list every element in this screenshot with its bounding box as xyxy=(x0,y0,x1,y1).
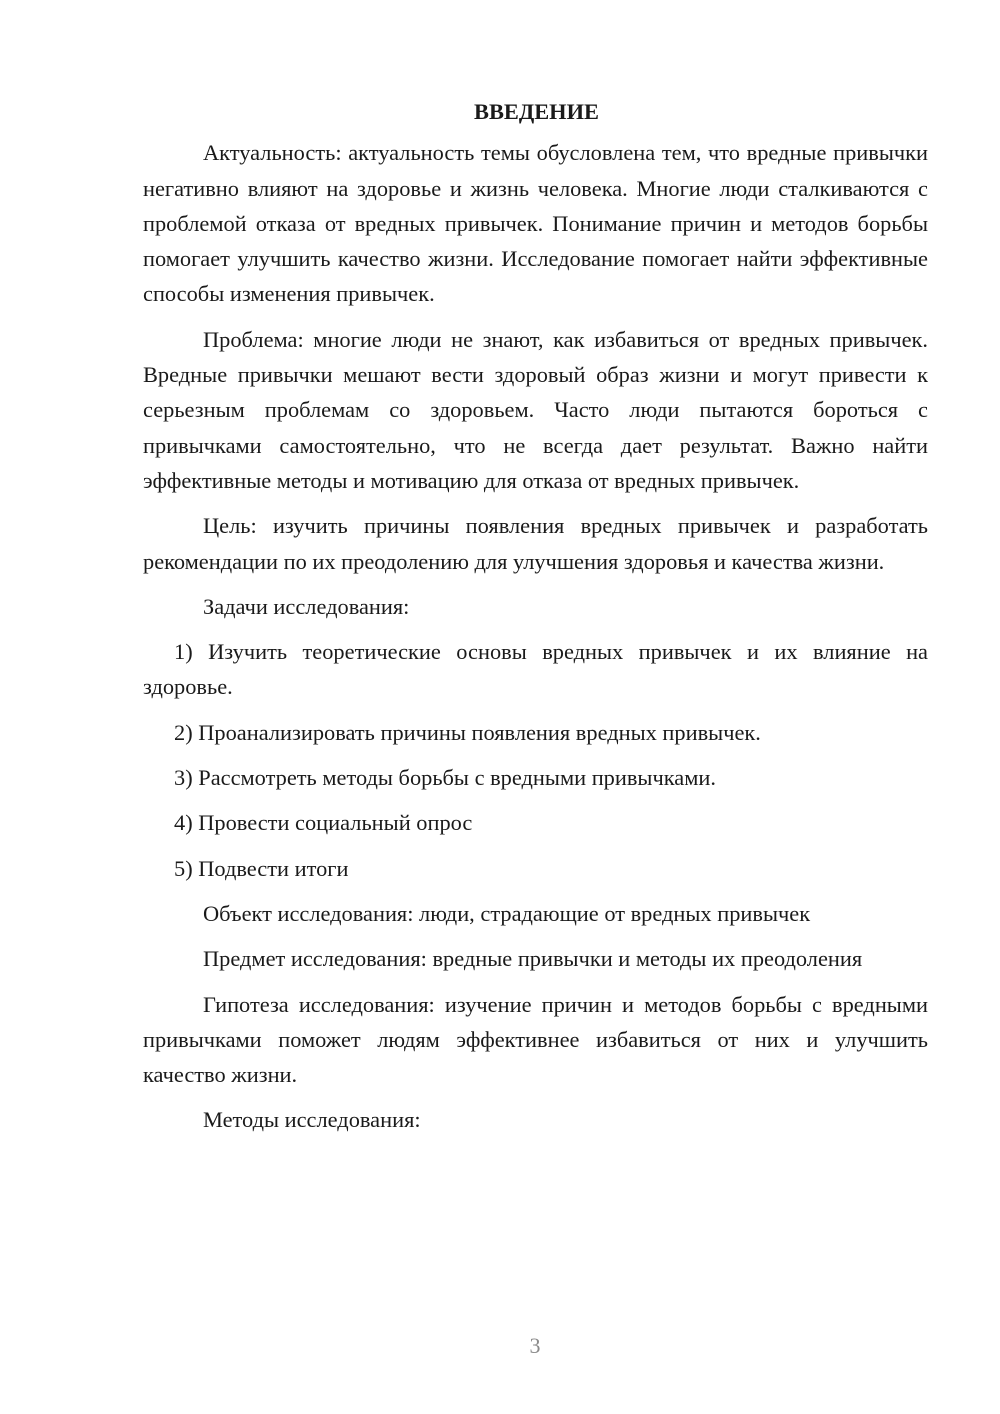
page-content xyxy=(143,94,928,1148)
methods-heading: Методы исследования: xyxy=(203,1107,421,1133)
tasks-heading: Задачи исследования: xyxy=(203,593,410,619)
hypothesis-paragraph: Гипотеза исследования: изучение причин и методов борьбы с вредными привычками поможет людям эффективнее избавиться от них и улучшить качество жизни. xyxy=(143,991,928,1088)
page-number: 3 xyxy=(529,1333,541,1358)
task-item: 2) Проанализировать причины появления вредных привычек. xyxy=(174,719,761,745)
section-title: ВВЕДЕНИЕ xyxy=(474,99,599,124)
task-item: 3) Рассмотреть методы борьбы с вредными привычками. xyxy=(174,765,716,791)
task-item: 4) Провести социальный опрос xyxy=(174,810,473,836)
subject-paragraph: Предмет исследования: вредные привычки и методы их преодоления xyxy=(203,946,863,972)
task-item: 5) Подвести итоги xyxy=(174,855,349,881)
object-paragraph: Объект исследования: люди, страдающие от вредных привычек xyxy=(203,900,811,926)
relevance-paragraph: Актуальность: актуальность темы обусловлена тем, что вредные привычки негативно влияют на здоровье и жизнь человека. Многие люди сталкиваются с проблемой отказа от вредных привычек. Понимание причин и методов борьбы помогает улучшить качество жизни. Исследование помогает найти эффективные способы изменения привычек. xyxy=(143,140,928,307)
problem-paragraph: Проблема: многие люди не знают, как избавиться от вредных привычек. Вредные привычки мешают вести здоровый образ жизни и могут привести к серьезным проблемам со здоровьем. Часто люди пытаются бороться с привычками самостоятельно, что не всегда дает результат. Важно найти эффективные методы и мотивацию для отказа от вредных привычек. xyxy=(143,326,928,493)
goal-paragraph: Цель: изучить причины появления вредных привычек и разработать рекомендации по их преодолению для улучшения здоровья и качества жизни. xyxy=(143,513,928,574)
task-item: 1) Изучить теоретические основы вредных привычек и их влияние на здоровье. xyxy=(143,639,928,700)
